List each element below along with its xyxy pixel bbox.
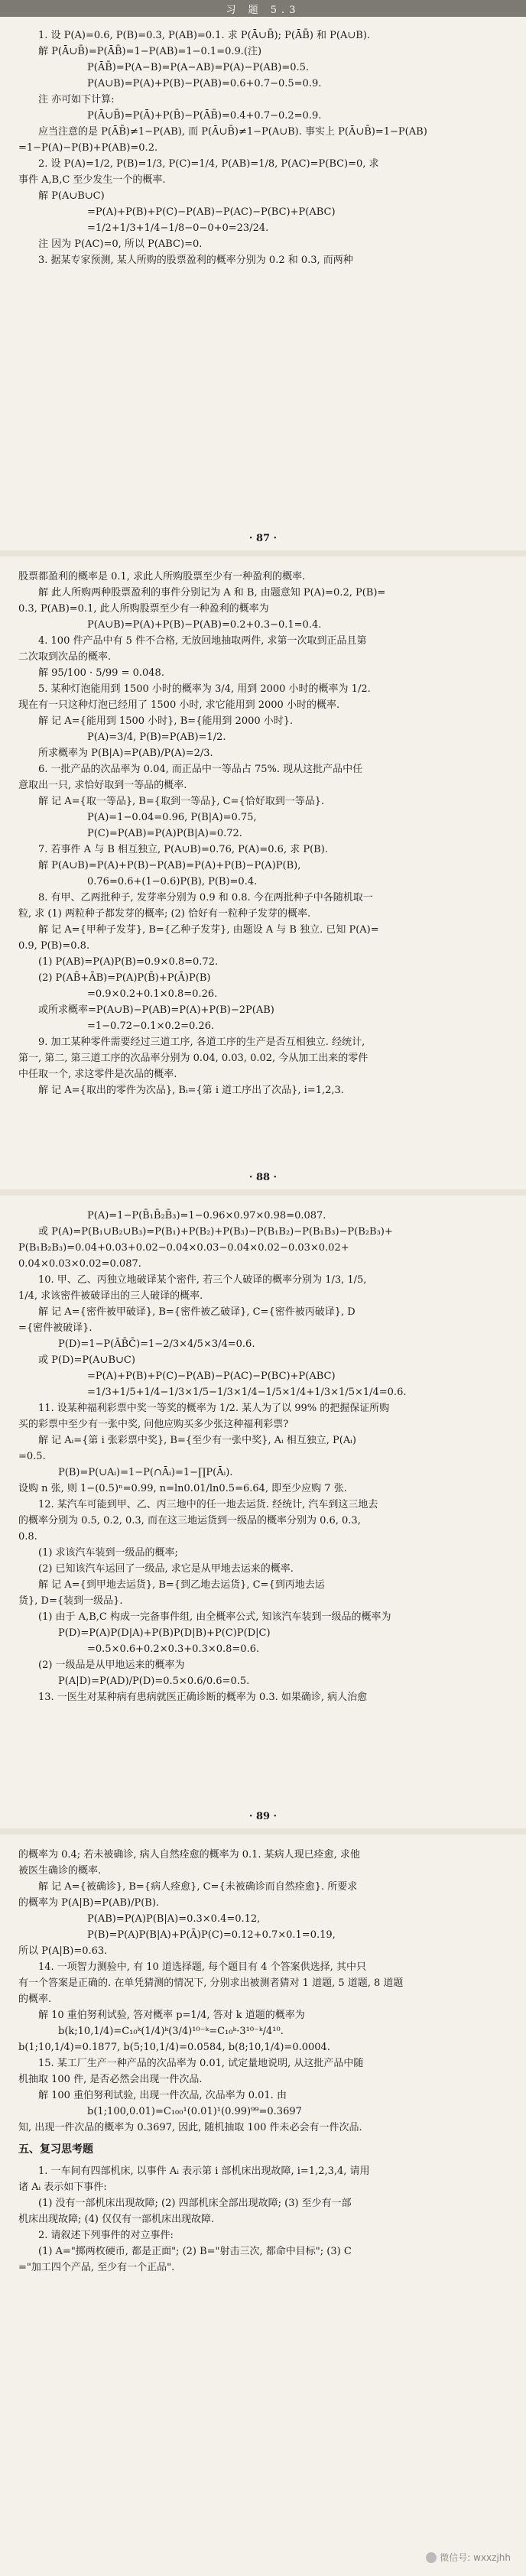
text-line: 0.04×0.03×0.02=0.087. <box>18 1258 141 1270</box>
text-line: 中任取一个, 求这零件是次品的概率. <box>18 1069 177 1080</box>
text-line: 被医生确诊的概率. <box>18 1865 102 1877</box>
text-line: P(B₁B₂B₃)=0.04+0.03+0.02−0.04×0.03−0.04×0.02−0.03×0.02+ <box>18 1242 349 1254</box>
text-line: P(A)=1−P(B̄₁B̄₂B̄₃)=1−0.96×0.97×0.98=0.087. <box>87 1210 326 1221</box>
text-line: 3. 据某专家预测, 某人所购的股票盈利的概率分别为 0.2 和 0.3, 而两种 <box>38 255 353 266</box>
text-line: 或所求概率=P(A∪B)−P(AB)=P(A)+P(B)−2P(AB) <box>38 1004 274 1016</box>
text-line: 货}, D={装到一级品}. <box>18 1595 123 1607</box>
text-line: 二次取到次品的概率. <box>18 651 112 663</box>
text-line: 解 记 A={能用到 1500 小时}, B={能用到 2000 小时}. <box>38 715 294 727</box>
text-line: =0.5. <box>18 1451 46 1462</box>
text-line: 0.8. <box>18 1531 37 1543</box>
text-line: 4. 100 件产品中有 5 件不合格, 无放回地抽取两件, 求第一次取到正品且第 <box>38 635 367 647</box>
text-line: 7. 若事件 A 与 B 相互独立, P(A∪B)=0.76, P(A)=0.6, 求 P(B). <box>38 844 328 855</box>
text-line: 11. 设某种福利彩票中奖一等奖的概率为 1/2. 某人为了以 99% 的把握保证所购 <box>38 1403 390 1414</box>
text-line: 解 记 A={被确诊}, B={病人痊愈}, C={未被确诊而自然痊愈}. 所要求 <box>38 1881 358 1893</box>
text-line: 解 95/100 · 5/99 = 0.048. <box>38 667 164 679</box>
text-line: P(D)=1−P(ĀB̄C̄)=1−2/3×4/5×3/4=0.6. <box>58 1338 255 1350</box>
text-line: 有一个答案是正确的. 在单凭猜测的情况下, 分别求出被测者猜对 1 道题, 5 道题, 8 道题 <box>18 1977 404 1989</box>
wechat-icon <box>426 2552 437 2563</box>
text-line: P(B)=P(A)P(B|A)+P(Ā)P(C)=0.12+0.7×0.1=0.19, <box>87 1929 336 1941</box>
text-line: 粒, 求 (1) 两粒种子都发芽的概率; (2) 恰好有一粒种子发芽的概率. <box>18 908 311 920</box>
text-line: =1/2+1/3+1/4−1/8−0−0+0=23/24. <box>87 222 269 234</box>
text-line: 注 因为 P(AC)=0, 所以 P(ABC)=0. <box>38 238 203 250</box>
text-line: 12. 某汽车可能到甲、乙、丙三地中的任一地去运货. 经统计, 汽车到这三地去 <box>38 1499 378 1510</box>
page-3-body <box>18 1208 508 1705</box>
header-title: 习 题 5.3 <box>226 5 300 16</box>
text-line: P(A|D)=P(AD)/P(D)=0.5×0.6/0.6=0.5. <box>58 1676 250 1687</box>
text-line: 14. 一项智力测验中, 有 10 道选择题, 每个题目有 4 个答案供选择, 其中只 <box>38 1961 366 1973</box>
text-line: (1) A="掷两枚硬币, 都是正面"; (2) B="射击三次, 都命中目标"; (3) C <box>38 2246 352 2257</box>
text-line: =0.9×0.2+0.1×0.8=0.26. <box>87 988 218 1000</box>
text-line: (1) P(AB)=P(A)P(B)=0.9×0.8=0.72. <box>38 956 219 968</box>
text-line: 解 记 A={取出的零件为次品}, Bᵢ={第 i 道工序出了次品}, i=1,2,3. <box>38 1085 344 1096</box>
text-line: 所以 P(A|B)=0.63. <box>18 1945 108 1957</box>
watermark <box>426 2551 511 2564</box>
page-number: · 88 · <box>248 1172 278 1183</box>
text-line: P(ĀB̄)=P(A−B)=P(A−AB)=P(A)−P(AB)=0.5. <box>87 62 310 73</box>
page-4-body <box>18 1847 508 2276</box>
text-line: 5. 某种灯泡能用到 1500 小时的概率为 3/4, 用到 2000 小时的概率为 1/2. <box>38 683 371 695</box>
text-line: 意取出一只, 求恰好取到一等品的概率. <box>18 780 187 791</box>
text-line: P(D)=P(A)P(D|A)+P(B)P(D|B)+P(C)P(D|C) <box>58 1627 271 1639</box>
text-line: P(C)=P(AB)=P(A)P(B|A)=0.72. <box>87 828 242 839</box>
text-line: =1−P(A)−P(B)+P(AB)=0.2. <box>18 142 158 154</box>
text-line: 的概率为 P(A|B)=P(AB)/P(B). <box>18 1897 160 1909</box>
text-line: 第一, 第二, 第三道工序的次品率分别为 0.04, 0.03, 0.02, 今从加工出来的零件 <box>18 1053 369 1064</box>
text-line: 解 P(Ā∪B̄)=P(ĀB̄)=1−P(AB)=1−0.1=0.9.(注) <box>38 46 262 57</box>
text-line: P(A∪B)=P(A)+P(B)−P(AB)=0.6+0.7−0.5=0.9. <box>87 78 322 89</box>
text-line: P(A)=1−0.04=0.96, P(B|A)=0.75, <box>87 812 257 823</box>
text-line: (2) 已知该汽车运回了一级品, 求它是从甲地去运来的概率. <box>38 1563 294 1575</box>
text-line: 2. 请叙述下列事件的对立事件: <box>38 2230 174 2241</box>
page-3 <box>0 1196 526 1828</box>
text-line: P(A)=3/4, P(B)=P(AB)=1/2. <box>87 732 226 743</box>
watermark-text: 微信号: wxxzjhh <box>440 2552 511 2563</box>
text-line: =P(A)+P(B)+P(C)−P(AB)−P(AC)−P(BC)+P(ABC) <box>87 1371 336 1382</box>
text-line: (2) 一级品是从甲地运来的概率为 <box>38 1659 185 1671</box>
text-line: =1−0.72−0.1×0.2=0.26. <box>87 1020 215 1032</box>
page-1-body <box>18 28 508 268</box>
text-line: 解 记 A={密件被甲破译}, B={密件被乙破译}, C={密件被丙破译}, D <box>38 1306 356 1318</box>
page-number: · 87 · <box>248 533 278 544</box>
text-line: 或 P(A)=P(B₁∪B₂∪B₃)=P(B₁)+P(B₂)+P(B₃)−P(B₁B₂)−P(B₁B₃)−P(B₂B₃)+ <box>38 1226 393 1238</box>
text-line: 0.76=0.6+(1−0.6)P(B), P(B)=0.4. <box>87 876 258 887</box>
text-line: b(k;10,1/4)=C₁₀ᵏ(1/4)ᵏ(3/4)¹⁰⁻ᵏ=C₁₀ᵏ·3¹⁰⁻ᵏ/4¹⁰. <box>58 2026 284 2037</box>
text-line: 事件 A,B,C 至少发生一个的概率. <box>18 174 166 186</box>
text-line: (1) 没有一部机床出现故障; (2) 四部机床全部出现故障; (3) 至少有一部 <box>38 2198 352 2209</box>
page-2-body <box>18 569 508 1098</box>
text-line: 15. 某工厂生产一种产品的次品率为 0.01, 试定量地说明, 从这批产品中随 <box>38 2058 364 2069</box>
text-line: 知, 出现一件次品的概率为 0.3697, 因此, 随机抽取 100 件未必会有一件次品. <box>18 2122 362 2133</box>
text-line: 10. 甲、乙、丙独立地破译某个密件, 若三个人破译的概率分别为 1/3, 1/5, <box>38 1274 367 1286</box>
text-line: 9. 加工某种零件需要经过三道工序, 各道工序的生产是否互相独立. 经统计, <box>38 1037 365 1048</box>
text-line: 8. 有甲、乙两批种子, 发芽率分别为 0.9 和 0.8. 今在两批种子中各随机取一 <box>38 892 373 904</box>
text-line: 的概率分别为 0.5, 0.2, 0.3, 而在这三地运货到一级品的概率分别为 0.6, 0.3, <box>18 1515 361 1526</box>
text-line: 1. 设 P(A)=0.6, P(B)=0.3, P(AB)=0.1. 求 P(Ā∪B̄); P(ĀB̄) 和 P(A∪B). <box>38 30 371 41</box>
text-line: 13. 一医生对某种病有患病就医正确诊断的概率为 0.3. 如果确诊, 病人治愈 <box>38 1692 368 1703</box>
page-header-bar <box>0 0 526 17</box>
text-line: 0.3, P(AB)=0.1, 此人所购股票至少有一种盈利的概率为 <box>18 603 269 615</box>
text-line: 解 100 重伯努利试验, 出现一件次品, 次品率为 0.01. 由 <box>38 2090 287 2101</box>
text-line: 解 P(A∪B)=P(A)+P(B)−P(AB)=P(A)+P(B)−P(A)P(B), <box>38 860 301 871</box>
text-line: P(B)=P(∪Aᵢ)=1−P(∩Āᵢ)=1−∏P(Āᵢ). <box>58 1467 233 1478</box>
text-line: =1/3+1/5+1/4−1/3×1/5−1/3×1/4−1/5×1/4+1/3×1/5×1/4=0.6. <box>87 1387 407 1398</box>
page-1 <box>0 0 526 550</box>
text-line: 解 10 重伯努利试验, 答对概率 p=1/4, 答对 k 道题的概率为 <box>38 2010 305 2021</box>
text-line: 解 记 A={甲种子发芽}, B={乙种子发芽}, 由题设 A 与 B 独立. 已知 P(A)= <box>38 924 379 936</box>
text-line: 所求概率为 P(B|A)=P(AB)/P(A)=2/3. <box>38 748 213 759</box>
page-4 <box>0 1835 526 2576</box>
text-line: 解 此人所购两种股票盈利的事件分别记为 A 和 B, 由题意知 P(A)=0.2, P(B)= <box>38 587 386 599</box>
page-2 <box>0 556 526 1189</box>
text-line: 的概率为 0.4; 若未被确诊, 病人自然痊愈的概率为 0.1. 某病人现已痊愈, 求他 <box>18 1849 360 1861</box>
text-line: 0.9, P(B)=0.8. <box>18 940 90 952</box>
text-line: 机床出现故障; (4) 仅仅有一部机床出现故障. <box>18 2214 215 2225</box>
text-line: 2. 设 P(A)=1/2, P(B)=1/3, P(C)=1/4, P(AB)=1/8, P(AC)=P(BC)=0, 求 <box>38 158 379 170</box>
text-line: ={密件被破译}. <box>18 1322 93 1334</box>
text-line: 买的彩票中至少有一张中奖, 问他应购买多少张这种福利彩票? <box>18 1419 289 1430</box>
section-title: 五、复习思考题 <box>18 2143 93 2156</box>
text-line: 6. 一批产品的次品率为 0.04, 而正品中一等品占 75%. 现从这批产品中任 <box>38 764 363 775</box>
text-line: 设购 n 张, 则 1−(0.5)ⁿ=0.99, n=ln0.01/ln0.5=6.64, 即至少应购 7 张. <box>18 1483 347 1494</box>
text-line: 1. 一车间有四部机床, 以事件 Aᵢ 表示第 i 部机床出现故障, i=1,2,3,4, 请用 <box>38 2166 370 2177</box>
text-line: =0.5×0.6+0.2×0.3+0.3×0.8=0.6. <box>87 1643 260 1655</box>
text-line: P(Ā∪B̄)=P(Ā)+P(B̄)−P(ĀB̄)=0.4+0.7−0.2=0.9. <box>87 110 322 122</box>
text-line: 解 记 A={到甲地去运货}, B={到乙地去运货}, C={到丙地去运 <box>38 1579 325 1591</box>
text-line: 现在有一只这种灯泡已经用了 1500 小时, 求它能用到 2000 小时的概率. <box>18 699 340 711</box>
text-line: ="加工四个产品, 至少有一个正品". <box>18 2262 175 2273</box>
text-line: P(A∪B)=P(A)+P(B)−P(AB)=0.2+0.3−0.1=0.4. <box>87 619 322 631</box>
text-line: 或 P(D)=P(A∪B∪C) <box>38 1355 135 1366</box>
text-line: 注 亦可如下计算: <box>38 94 115 105</box>
text-line: 机抽取 100 件, 是否必然会出现一件次品. <box>18 2074 203 2085</box>
text-line: 1/4, 求该密件被破译出的三人破译的概率. <box>18 1290 203 1302</box>
text-line: =P(A)+P(B)+P(C)−P(AB)−P(AC)−P(BC)+P(ABC) <box>87 206 336 218</box>
text-line: b(1;10,1/4)=0.1877, b(5;10,1/4)=0.0584, b(8;10,1/4)=0.0004. <box>18 2042 330 2053</box>
text-line: 应当注意的是 P(ĀB̄)≠1−P(AB), 而 P(Ā∪B̄)≠1−P(A∪B). 事实上 P(Ā∪B̄)=1−P(AB) <box>38 126 427 138</box>
text-line: 解 记 Aᵢ={第 i 张彩票中奖}, B={至少有一张中奖}, Aᵢ 相互独立, P(Aᵢ) <box>38 1435 356 1446</box>
text-line: (2) P(AB̄+ĀB)=P(A)P(B̄)+P(Ā)P(B) <box>38 972 211 984</box>
text-line: 股票都盈利的概率是 0.1, 求此人所购股票至少有一种盈利的概率. <box>18 571 306 582</box>
page-number: · 89 · <box>248 1811 278 1822</box>
text-line: 解 记 A={取一等品}, B={取到一等品}, C={恰好取到一等品}. <box>38 796 325 807</box>
text-line: 的概率. <box>18 1994 52 2005</box>
text-line: (1) 由于 A,B,C 构成一完备事件组, 由全概率公式, 知该汽车装到一级品的概率为 <box>38 1611 391 1623</box>
text-line: 诸 Aᵢ 表示如下事件: <box>18 2182 107 2193</box>
text-line: P(AB)=P(A)P(B|A)=0.3×0.4=0.12, <box>87 1913 261 1925</box>
text-line: (1) 求该汽车装到一级品的概率; <box>38 1547 178 1559</box>
text-line: b(1;100,0.01)=C₁₀₀¹(0.01)¹(0.99)⁹⁹=0.3697 <box>87 2106 302 2117</box>
text-line: 解 P(A∪B∪C) <box>38 190 105 202</box>
